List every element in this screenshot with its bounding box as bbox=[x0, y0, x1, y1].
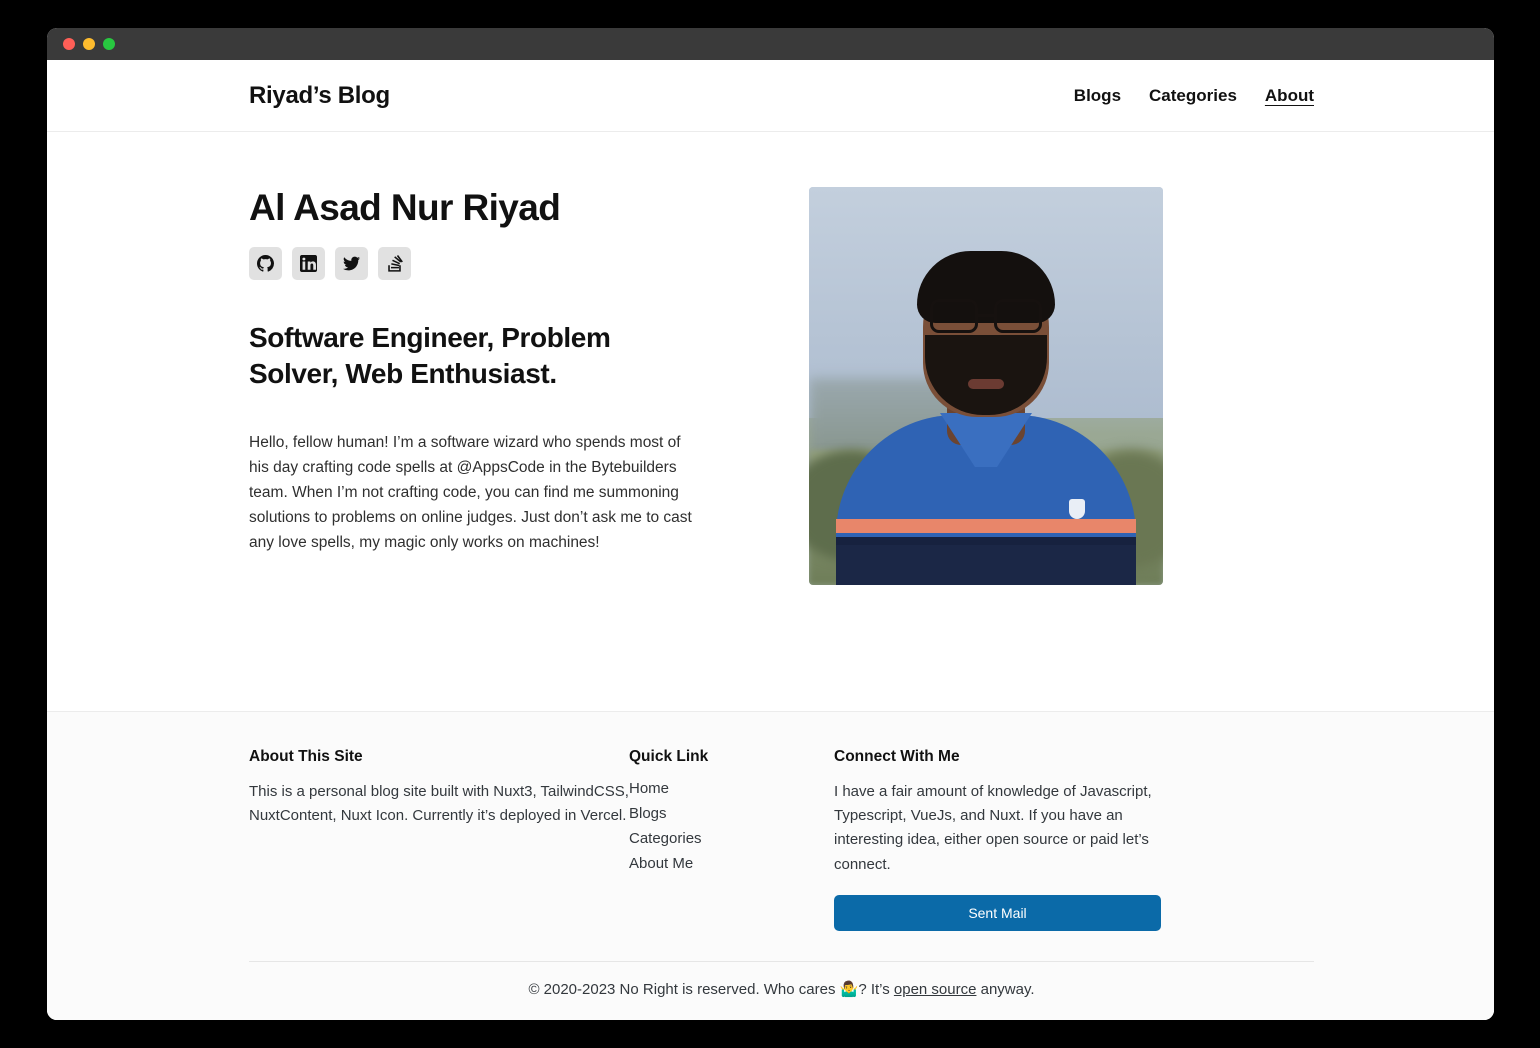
footer-link-about-me[interactable]: About Me bbox=[629, 854, 694, 872]
nav-item-blogs[interactable]: Blogs bbox=[1073, 85, 1122, 105]
window-titlebar bbox=[47, 28, 1494, 60]
sent-mail-button[interactable]: Sent Mail bbox=[834, 895, 1161, 931]
page-content bbox=[47, 60, 1494, 1020]
footer-link-blogs[interactable]: Blogs bbox=[629, 804, 667, 822]
copyright-text-pre: © 2020-2023 No Right is reserved. Who cares 🤷‍♂️? It’s bbox=[528, 981, 894, 998]
hero-tagline: Software Engineer, Problem Solver, Web Enthusiast. bbox=[249, 322, 611, 389]
footer-about-column bbox=[249, 748, 629, 931]
footer-connect-text: I have a fair amount of knowledge of Javascript, Typescript, VueJs, and Nuxt. If you have an interesting idea, either open source or paid let’s connect. bbox=[834, 782, 1152, 873]
footer-about-heading: About This Site bbox=[249, 747, 363, 765]
hero-bio: Hello, fellow human! I’m a software wizard who spends most of his day crafting code spells at @AppsCode in the Bytebuilders team. When I’m not crafting code, you can find me summoning solutions to problems on online judges. Just don’t ask me to cast any love spells, my magic only works on machines! bbox=[249, 433, 692, 552]
profile-photo bbox=[809, 187, 1163, 585]
footer-connect-column bbox=[834, 748, 1161, 931]
open-source-link[interactable]: open source bbox=[893, 981, 977, 998]
nav-item-categories[interactable]: Categories bbox=[1149, 85, 1237, 105]
minimize-window-button[interactable] bbox=[83, 38, 95, 50]
site-footer bbox=[47, 711, 1494, 1020]
footer-columns bbox=[249, 748, 1314, 931]
site-brand[interactable]: Riyad’s Blog bbox=[249, 81, 390, 109]
about-photo-column bbox=[809, 187, 1163, 585]
footer-connect-heading: Connect With Me bbox=[834, 747, 960, 765]
footer-link-categories[interactable]: Categories bbox=[629, 829, 702, 847]
main-navigation bbox=[1074, 86, 1314, 106]
page-title: Al Asad Nur Riyad bbox=[249, 187, 561, 228]
nav-item-about[interactable]: About bbox=[1264, 85, 1314, 105]
about-section bbox=[47, 132, 1494, 711]
footer-about-text: This is a personal blog site built with Nuxt3, TailwindCSS, NuxtContent, Nuxt Icon. Currently it’s deployed in Vercel. bbox=[249, 782, 629, 825]
browser-window bbox=[47, 28, 1494, 1020]
footer-link-home[interactable]: Home bbox=[629, 779, 670, 797]
about-text-column bbox=[249, 187, 769, 555]
copyright-text-post: anyway. bbox=[976, 981, 1035, 998]
github-icon[interactable] bbox=[249, 247, 282, 280]
footer-quick-links-column bbox=[629, 748, 834, 931]
site-header bbox=[47, 60, 1494, 132]
maximize-window-button[interactable] bbox=[103, 38, 115, 50]
footer-quick-heading: Quick Link bbox=[629, 747, 709, 765]
footer-quick-links bbox=[629, 780, 834, 872]
linkedin-icon[interactable] bbox=[292, 247, 325, 280]
stackoverflow-icon[interactable] bbox=[378, 247, 411, 280]
footer-copyright bbox=[249, 961, 1314, 998]
twitter-icon[interactable] bbox=[335, 247, 368, 280]
close-window-button[interactable] bbox=[63, 38, 75, 50]
social-links bbox=[249, 247, 769, 280]
